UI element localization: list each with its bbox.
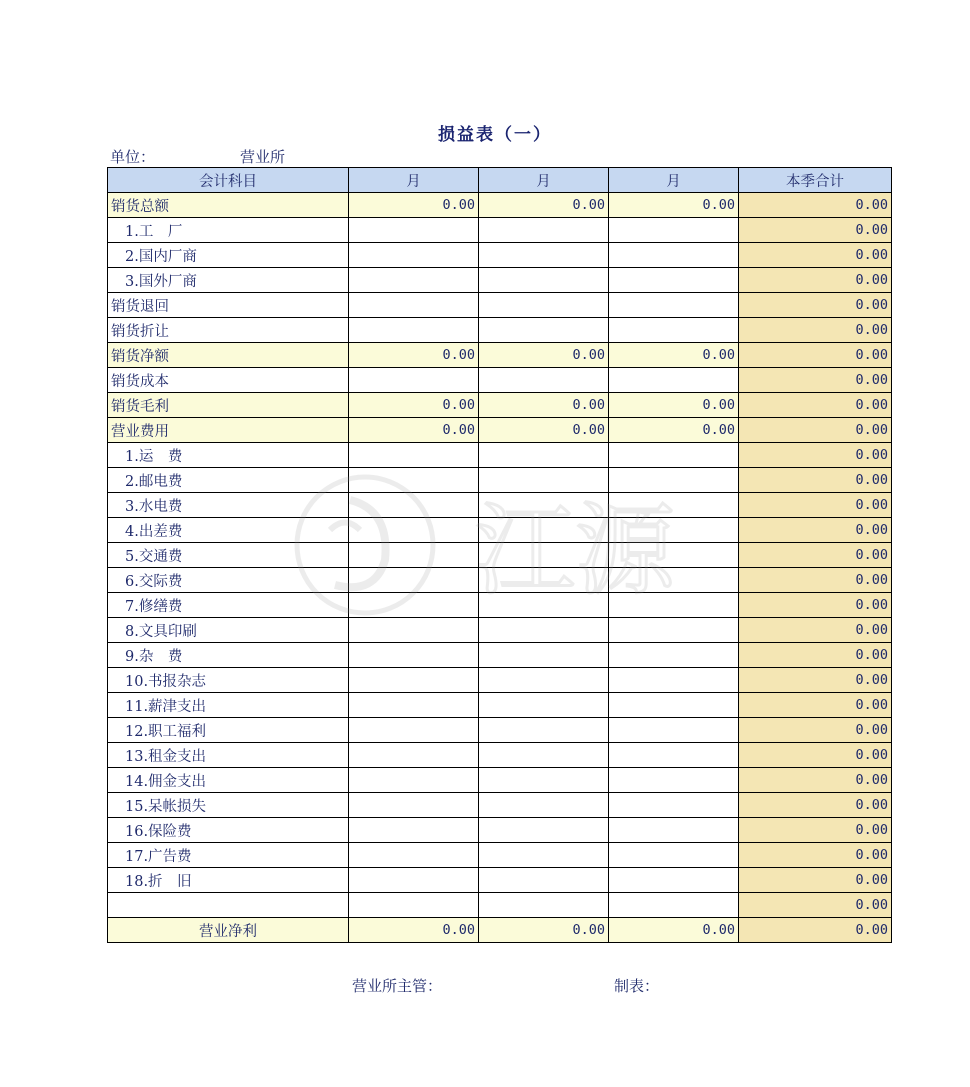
month-1-cell[interactable] [349, 268, 479, 293]
account-cell[interactable]: 11.薪津支出 [108, 693, 349, 718]
report-title: 损益表（一） [438, 125, 552, 145]
quarter-total-cell[interactable]: 0.00 [739, 793, 892, 818]
quarter-total-cell[interactable]: 0.00 [739, 618, 892, 643]
table-row [108, 718, 892, 743]
month-3-cell[interactable] [609, 793, 739, 818]
table-row [108, 743, 892, 768]
month-1-cell[interactable] [349, 618, 479, 643]
table-row [108, 418, 892, 443]
month-2-cell[interactable] [479, 718, 609, 743]
unit-value: 营业所 [240, 148, 286, 166]
table-row [108, 843, 892, 868]
quarter-total-cell[interactable]: 0.00 [739, 318, 892, 343]
table-row [108, 493, 892, 518]
month-2-cell[interactable] [479, 668, 609, 693]
month-2-cell[interactable] [479, 218, 609, 243]
account-cell[interactable]: 4.出差费 [108, 518, 349, 543]
table-row [108, 593, 892, 618]
month-2-cell[interactable] [479, 243, 609, 268]
footer-manager: 营业所主管： [352, 977, 443, 995]
account-cell[interactable]: 9.杂 费 [108, 643, 349, 668]
table-row [108, 268, 892, 293]
account-cell[interactable]: 销货毛利 [108, 393, 349, 418]
month-2-cell[interactable] [479, 768, 609, 793]
account-cell[interactable]: 12.职工福利 [108, 718, 349, 743]
month-2-cell[interactable] [479, 493, 609, 518]
quarter-total-cell[interactable]: 0.00 [739, 893, 892, 918]
month-3-cell[interactable] [609, 868, 739, 893]
month-3-cell[interactable] [609, 593, 739, 618]
account-cell[interactable]: 1.工 厂 [108, 218, 349, 243]
table-row [108, 343, 892, 368]
month-1-cell[interactable] [349, 243, 479, 268]
account-cell[interactable]: 2.邮电费 [108, 468, 349, 493]
month-3-cell[interactable]: 0.00 [609, 918, 739, 943]
quarter-total-cell[interactable]: 0.00 [739, 718, 892, 743]
month-1-cell[interactable] [349, 368, 479, 393]
month-1-cell[interactable]: 0.00 [349, 343, 479, 368]
month-1-cell[interactable] [349, 843, 479, 868]
account-cell[interactable]: 13.租金支出 [108, 743, 349, 768]
quarter-total-cell[interactable]: 0.00 [739, 218, 892, 243]
month-1-cell[interactable] [349, 693, 479, 718]
header-account: 会计科目 [108, 168, 349, 193]
month-2-cell[interactable] [479, 443, 609, 468]
account-cell[interactable]: 营业费用 [108, 418, 349, 443]
month-2-cell[interactable]: 0.00 [479, 343, 609, 368]
month-1-cell[interactable] [349, 493, 479, 518]
month-3-cell[interactable] [609, 293, 739, 318]
month-2-cell[interactable] [479, 318, 609, 343]
month-3-cell[interactable] [609, 718, 739, 743]
month-1-cell[interactable] [349, 568, 479, 593]
month-3-cell[interactable]: 0.00 [609, 343, 739, 368]
month-2-cell[interactable] [479, 868, 609, 893]
header-month-3: 月 [609, 168, 739, 193]
month-2-cell[interactable] [479, 793, 609, 818]
month-3-cell[interactable] [609, 818, 739, 843]
account-cell[interactable]: 6.交际费 [108, 568, 349, 593]
month-2-cell[interactable]: 0.00 [479, 393, 609, 418]
month-1-cell[interactable] [349, 318, 479, 343]
quarter-total-cell[interactable]: 0.00 [739, 418, 892, 443]
account-cell[interactable] [108, 893, 349, 918]
month-3-cell[interactable] [609, 368, 739, 393]
quarter-total-cell[interactable]: 0.00 [739, 518, 892, 543]
month-3-cell[interactable] [609, 318, 739, 343]
month-2-cell[interactable] [479, 593, 609, 618]
month-3-cell[interactable] [609, 568, 739, 593]
quarter-total-cell[interactable]: 0.00 [739, 293, 892, 318]
table-row [108, 243, 892, 268]
month-1-cell[interactable] [349, 768, 479, 793]
month-2-cell[interactable] [479, 818, 609, 843]
table-row [108, 568, 892, 593]
month-2-cell[interactable]: 0.00 [479, 918, 609, 943]
month-1-cell[interactable] [349, 518, 479, 543]
table-row [108, 368, 892, 393]
month-3-cell[interactable] [609, 493, 739, 518]
table-row [108, 818, 892, 843]
quarter-total-cell[interactable]: 0.00 [739, 818, 892, 843]
month-3-cell[interactable] [609, 693, 739, 718]
month-1-cell[interactable] [349, 868, 479, 893]
month-3-cell[interactable]: 0.00 [609, 193, 739, 218]
account-cell[interactable]: 销货折让 [108, 318, 349, 343]
table-row [108, 793, 892, 818]
month-1-cell[interactable] [349, 593, 479, 618]
month-1-cell[interactable] [349, 443, 479, 468]
header-month-2: 月 [479, 168, 609, 193]
month-1-cell[interactable] [349, 668, 479, 693]
account-cell[interactable]: 3.水电费 [108, 493, 349, 518]
table-row [108, 918, 892, 943]
table-row [108, 518, 892, 543]
month-2-cell[interactable] [479, 743, 609, 768]
quarter-total-cell[interactable]: 0.00 [739, 693, 892, 718]
account-cell[interactable]: 14.佣金支出 [108, 768, 349, 793]
account-cell[interactable]: 销货成本 [108, 368, 349, 393]
account-cell[interactable]: 7.修缮费 [108, 593, 349, 618]
account-cell[interactable]: 8.文具印刷 [108, 618, 349, 643]
account-cell[interactable]: 17.广告费 [108, 843, 349, 868]
month-2-cell[interactable] [479, 693, 609, 718]
table-row [108, 293, 892, 318]
month-3-cell[interactable] [609, 268, 739, 293]
month-2-cell[interactable]: 0.00 [479, 418, 609, 443]
month-1-cell[interactable] [349, 793, 479, 818]
month-2-cell[interactable] [479, 543, 609, 568]
table-row [108, 218, 892, 243]
month-2-cell[interactable] [479, 518, 609, 543]
account-cell[interactable]: 销货净额 [108, 343, 349, 368]
account-cell[interactable]: 18.折 旧 [108, 868, 349, 893]
quarter-total-cell[interactable]: 0.00 [739, 868, 892, 893]
quarter-total-cell[interactable]: 0.00 [739, 468, 892, 493]
month-1-cell[interactable] [349, 818, 479, 843]
month-1-cell[interactable] [349, 293, 479, 318]
table-row [108, 393, 892, 418]
table-row [108, 893, 892, 918]
quarter-total-cell[interactable]: 0.00 [739, 193, 892, 218]
quarter-total-cell[interactable]: 0.00 [739, 343, 892, 368]
table-row [108, 443, 892, 468]
quarter-total-cell[interactable]: 0.00 [739, 593, 892, 618]
table-row [108, 468, 892, 493]
month-3-cell[interactable] [609, 218, 739, 243]
month-3-cell[interactable] [609, 618, 739, 643]
account-cell[interactable]: 10.书报杂志 [108, 668, 349, 693]
month-3-cell[interactable] [609, 543, 739, 568]
month-2-cell[interactable] [479, 293, 609, 318]
month-3-cell[interactable] [609, 468, 739, 493]
month-2-cell[interactable] [479, 643, 609, 668]
unit-label: 单位： [110, 148, 156, 166]
month-3-cell[interactable] [609, 893, 739, 918]
table-row [108, 543, 892, 568]
account-cell[interactable]: 3.国外厂商 [108, 268, 349, 293]
month-2-cell[interactable] [479, 468, 609, 493]
quarter-total-cell[interactable]: 0.00 [739, 643, 892, 668]
month-1-cell[interactable] [349, 743, 479, 768]
month-3-cell[interactable] [609, 443, 739, 468]
quarter-total-cell[interactable]: 0.00 [739, 268, 892, 293]
quarter-total-cell[interactable]: 0.00 [739, 568, 892, 593]
month-3-cell[interactable] [609, 643, 739, 668]
month-1-cell[interactable] [349, 893, 479, 918]
table-row [108, 768, 892, 793]
month-1-cell[interactable] [349, 643, 479, 668]
month-1-cell[interactable] [349, 718, 479, 743]
month-1-cell[interactable] [349, 218, 479, 243]
month-2-cell[interactable] [479, 618, 609, 643]
quarter-total-cell[interactable]: 0.00 [739, 668, 892, 693]
quarter-total-cell[interactable]: 0.00 [739, 543, 892, 568]
month-2-cell[interactable] [479, 368, 609, 393]
account-cell[interactable]: 销货退回 [108, 293, 349, 318]
account-cell[interactable]: 营业净利 [108, 918, 349, 943]
account-cell[interactable]: 15.呆帐损失 [108, 793, 349, 818]
month-1-cell[interactable]: 0.00 [349, 393, 479, 418]
month-3-cell[interactable] [609, 843, 739, 868]
account-cell[interactable]: 1.运 费 [108, 443, 349, 468]
month-2-cell[interactable] [479, 843, 609, 868]
quarter-total-cell[interactable]: 0.00 [739, 393, 892, 418]
month-3-cell[interactable]: 0.00 [609, 393, 739, 418]
month-3-cell[interactable] [609, 518, 739, 543]
quarter-total-cell[interactable]: 0.00 [739, 843, 892, 868]
account-cell[interactable]: 2.国内厂商 [108, 243, 349, 268]
month-3-cell[interactable] [609, 743, 739, 768]
month-3-cell[interactable] [609, 768, 739, 793]
quarter-total-cell[interactable]: 0.00 [739, 368, 892, 393]
table-row [108, 318, 892, 343]
account-cell[interactable]: 销货总额 [108, 193, 349, 218]
month-1-cell[interactable] [349, 468, 479, 493]
month-1-cell[interactable]: 0.00 [349, 918, 479, 943]
income-statement-table [107, 167, 892, 943]
account-cell[interactable]: 16.保险费 [108, 818, 349, 843]
month-1-cell[interactable]: 0.00 [349, 418, 479, 443]
month-2-cell[interactable] [479, 893, 609, 918]
month-2-cell[interactable] [479, 268, 609, 293]
table-row [108, 618, 892, 643]
header-row [108, 168, 892, 193]
watermark-text: 江源 [475, 492, 675, 609]
month-1-cell[interactable] [349, 543, 479, 568]
header-quarter-total: 本季合计 [739, 168, 892, 193]
header-month-1: 月 [349, 168, 479, 193]
quarter-total-cell[interactable]: 0.00 [739, 493, 892, 518]
quarter-total-cell[interactable]: 0.00 [739, 768, 892, 793]
month-2-cell[interactable] [479, 568, 609, 593]
account-cell[interactable]: 5.交通费 [108, 543, 349, 568]
footer-maker: 制表： [614, 977, 660, 995]
month-3-cell[interactable]: 0.00 [609, 418, 739, 443]
month-3-cell[interactable] [609, 243, 739, 268]
table-row [108, 868, 892, 893]
quarter-total-cell[interactable]: 0.00 [739, 743, 892, 768]
month-2-cell[interactable]: 0.00 [479, 193, 609, 218]
table-row [108, 193, 892, 218]
quarter-total-cell[interactable]: 0.00 [739, 918, 892, 943]
table-row [108, 643, 892, 668]
table-row [108, 693, 892, 718]
month-1-cell[interactable]: 0.00 [349, 193, 479, 218]
month-3-cell[interactable] [609, 668, 739, 693]
quarter-total-cell[interactable]: 0.00 [739, 243, 892, 268]
table-row [108, 668, 892, 693]
quarter-total-cell[interactable]: 0.00 [739, 443, 892, 468]
